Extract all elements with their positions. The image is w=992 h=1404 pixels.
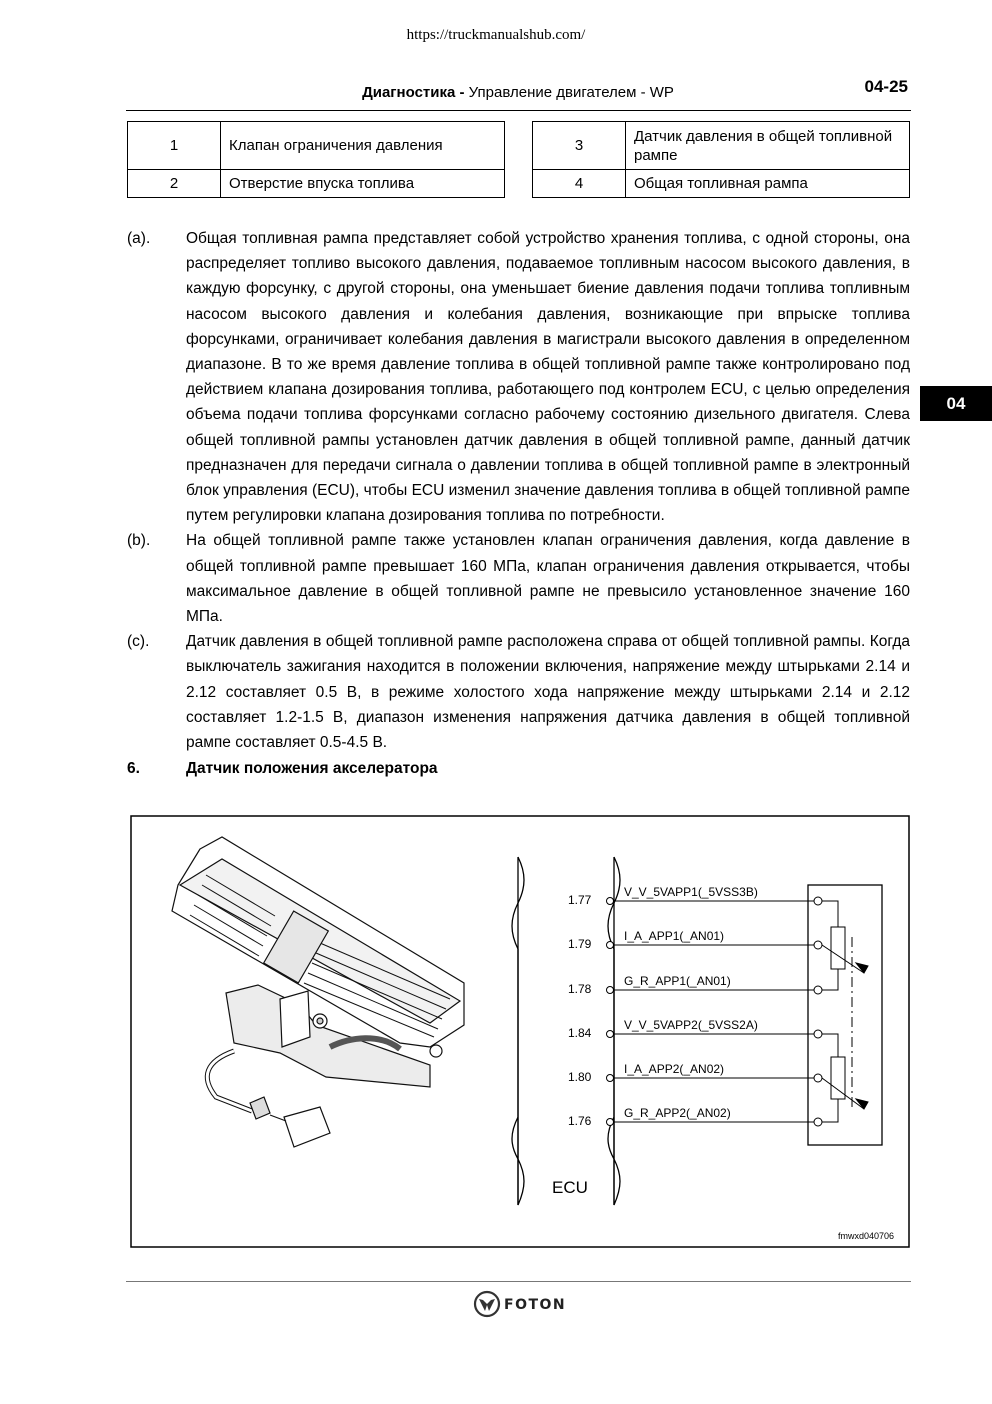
section-heading [127,756,910,781]
sensor-terminal [814,941,822,949]
brand-name: FOTON [504,1297,567,1313]
signal-name: I_A_APP2(_AN02) [624,1062,725,1076]
paragraph-c [127,629,910,755]
paragraph-mark: (a). [127,230,151,247]
paragraph-b [127,528,910,629]
legend-table-right [532,121,910,198]
paragraph-text: На общей топливной рампе также установлен клапан ограничения давления, когда давление в общей топливной рампе превышает 160 МПа, клапан ограничения давления открывается, чтобы максимальное давление в общей топливной рампе не превысило установленное значение 160 МПа. [186,532,910,626]
ecu-pin-terminal [607,1031,614,1038]
ecu-pin-terminal [607,942,614,949]
legend-num: 2 [128,170,221,198]
header-section-rest: Управление двигателем - WP [464,84,674,101]
ecu-pin-terminal [607,1119,614,1126]
pin-number: 1.80 [568,1070,592,1084]
sensor-terminal [814,986,822,994]
sensor-terminal [814,1030,822,1038]
ecu-pin-terminal [607,1075,614,1082]
signal-name: I_A_APP1(_AN01) [624,929,725,943]
legend-row [533,122,910,170]
paragraph-mark: (c). [127,633,150,651]
pin-number: 1.84 [568,1026,592,1040]
pin-number: 1.77 [568,893,592,907]
signal-name: G_R_APP1(_AN01) [624,974,731,988]
sensor-terminal [814,897,822,905]
paragraph-text: Датчик давления в общей топливной рампе расположена справа от общей топливной рампы. Когда выключатель зажигания находится в положении включения, напряжение между штырьками 2.14 и 2.12 составляет 0.5 В, в режиме холостого хода напряжение между штырьками 2.14 и 2.12 составляет 1.2-1.5 В, диапазон изменения напряжения датчика давления в общей топливной рампе составляет 0.5-4.5 В. [186,633,910,752]
section-number: 6. [127,760,140,778]
paragraph-text: Общая топливная рампа представляет собой устройство хранения топлива, с одной стороны, она распределяет топливо высокого давления, подаваемое топливным насосом высокого давления, в каждую форсунку, с другой стороны, она уменьшает биение давления подачи топлива топливным насосом высокого давления и колебания давления, возникающие при впрыске топлива форсунками, ограничивает колебания давления в магистрали высокого давления в определенном диапазоне. В то же время давление топлива в общей топливной рампе также контролировано под действием клапана дозирования топлива, работающего под контролем ECU, с целью определения объема подачи топлива форсунками согласно рабочему состоянию дизельного двигателя. Слева общей топливной рампы установлен датчик давления в общей топливной рампе, данный датчик предназначен для передачи сигнала о давлении топлива в общей топливной рампе в электронный блок управления (ECU), чтобы ECU изменил значение давления топлива в общей топливной рампе путем регулировки клапана дозирования топлива по потребности. [186,230,910,525]
legend-num: 3 [533,122,626,170]
section-title: Датчик положения акселератора [186,760,438,778]
legend-label: Отверстие впуска топлива [221,170,505,198]
legend-row [128,122,505,170]
header-divider [126,110,911,111]
legend-label: Общая топливная рампа [626,170,910,198]
pin-number: 1.76 [568,1114,592,1128]
legend-num: 1 [128,122,221,170]
page-header-title [126,84,910,101]
accelerator-sensor-figure [130,815,910,1248]
body-text [127,226,910,781]
signal-name: V_V_5VAPP1(_5VSS3B) [624,885,758,899]
paragraph-a [127,226,910,528]
chapter-tab: 04 [920,386,992,421]
paragraph-mark: (b). [127,532,151,550]
signal-name: G_R_APP2(_AN02) [624,1106,731,1120]
sensor-terminal [814,1074,822,1082]
legend-num: 4 [533,170,626,198]
source-url[interactable]: https://truckmanualshub.com/ [406,27,586,43]
sensor-terminal [814,1118,822,1126]
figure-id: fmwxd040706 [838,1231,895,1241]
logo-emblem-icon [479,1299,495,1311]
legend-label: Клапан ограничения давления [221,122,505,170]
legend-table-left [127,121,505,198]
figure-svg [130,815,910,1248]
ecu-pin-terminal [607,987,614,994]
ecu-label: ECU [552,1178,588,1197]
foton-logo [472,1290,572,1318]
ecu-pin-terminal [607,898,614,905]
page-number: 04-25 [864,77,908,96]
pedal-arm [280,991,310,1047]
pin-number: 1.78 [568,982,592,996]
signal-name: V_V_5VAPP2(_5VSS2A) [624,1018,758,1032]
mount-bolt [430,1045,442,1057]
legend-row [128,170,505,198]
header-section-bold: Диагностика - [362,84,465,101]
legend-label: Датчик давления в общей топливной рампе [626,122,910,170]
foton-logo-svg [472,1290,572,1318]
pin-number: 1.79 [568,937,592,951]
legend-row [533,170,910,198]
footer-divider [126,1281,911,1282]
